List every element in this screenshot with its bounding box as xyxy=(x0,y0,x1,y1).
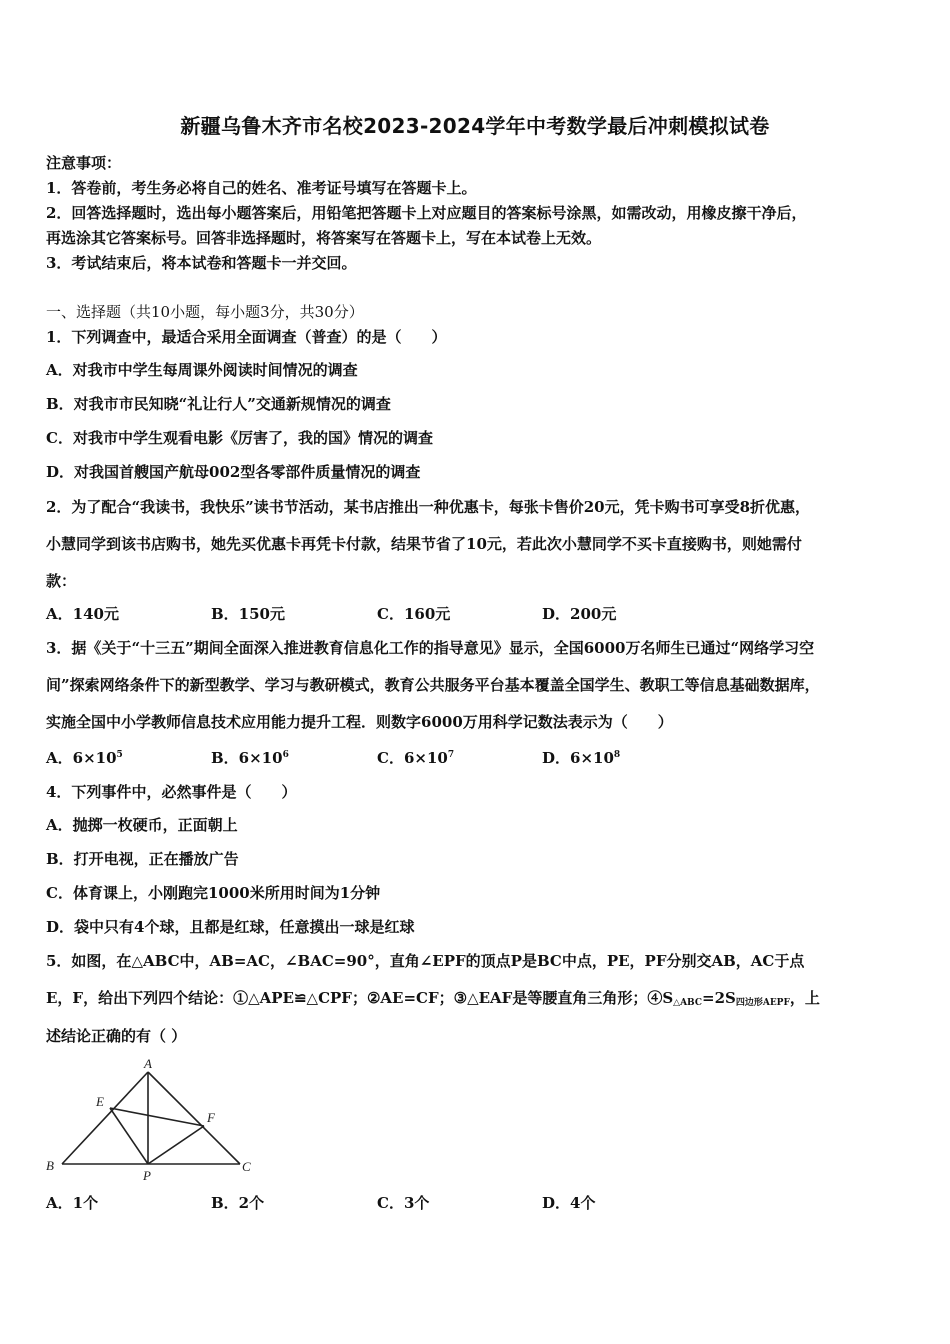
triangle-figure xyxy=(44,1056,258,1182)
notice-item-1: 1．答卷前，考生务必将自己的姓名、准考证号填写在答题卡上。 xyxy=(46,179,477,197)
q3-line-1: 3．据《关于“十三五”期间全面深入推进教育信息化工作的指导意见》显示，全国6000万名师生已通过“网络学习空 xyxy=(46,639,815,657)
q5-option-d: D．4个 xyxy=(542,1194,596,1212)
page-title: 新疆乌鲁木齐市名校2023-2024学年中考数学最后冲刺模拟试卷 xyxy=(180,114,770,138)
label-b: B xyxy=(46,1158,54,1173)
q5-line-2: E，F，给出下列四个结论：①△APE≌△CPF；②AE=CF；③△EAF是等腰直角三角形；$④S_{\triangle ABC}=2S_{四边形AEPF}$，上 xyxy=(46,989,820,1008)
q3-line-2: 间”探索网络条件下的新型教学、学习与教研模式，教育公共服务平台基本覆盖全国学生、教职工等信息基础数据库， xyxy=(46,676,820,694)
q2-option-c: C．160元 xyxy=(377,605,451,623)
segment-ef xyxy=(110,1108,204,1126)
segment-fp xyxy=(148,1126,204,1164)
notice-heading: 注意事项： xyxy=(46,154,122,172)
q4-option-c: C．体育课上，小刚跑完1000米所用时间为1分钟 xyxy=(46,884,381,902)
q5-option-b: B．2个 xyxy=(211,1194,265,1212)
q5-line-1: 5．如图，在△ABC中，AB=AC，∠BAC=90°，直角∠EPF的顶点P是BC中点，PE，PF分别交AB，AC于点 xyxy=(46,952,805,970)
q2-line-1: 2．为了配合“我读书，我快乐”读书节活动，某书店推出一种优惠卡，每张卡售价20元，凭卡购书可享受8折优惠， xyxy=(46,498,811,516)
q5-option-c: C．3个 xyxy=(377,1194,430,1212)
section-heading: 一、选择题（共10小题，每小题3分，共30分） xyxy=(46,303,364,321)
segment-ab xyxy=(62,1072,148,1164)
notice-item-2: 2．回答选择题时，选出每小题答案后，用铅笔把答题卡上对应题目的答案标号涂黑，如需改动，用橡皮擦干净后， xyxy=(46,204,807,222)
q4-stem: 4．下列事件中，必然事件是（ ） xyxy=(46,783,297,801)
label-p: P xyxy=(143,1168,151,1182)
q3-line-3: 实施全国中小学教师信息技术应用能力提升工程．则数字6000万用科学记数法表示为（ ） xyxy=(46,713,673,731)
q1-option-a: A．对我市中学生每周课外阅读时间情况的调查 xyxy=(46,361,358,379)
q3-option-b: B．$6\times 10^6$ xyxy=(211,749,289,767)
label-f: F xyxy=(207,1110,215,1125)
q4-option-a: A．抛掷一枚硬币，正面朝上 xyxy=(46,816,238,834)
q1-stem: 1．下列调查中，最适合采用全面调查（普查）的是（ ） xyxy=(46,328,447,346)
label-c: C xyxy=(242,1159,251,1174)
q2-line-2: 小慧同学到该书店购书，她先买优惠卡再凭卡付款，结果节省了10元，若此次小慧同学不买卡直接购书，则她需付 xyxy=(46,535,802,553)
q1-option-d: D．对我国首艘国产航母002型各零部件质量情况的调查 xyxy=(46,463,421,481)
q2-option-a: A．140元 xyxy=(46,605,119,623)
q4-option-b: B．打开电视，正在播放广告 xyxy=(46,850,239,868)
q2-option-d: D．200元 xyxy=(542,605,617,623)
q1-option-b: B．对我市市民知晓“礼让行人”交通新规情况的调查 xyxy=(46,395,391,413)
triangle-diagram xyxy=(44,1056,258,1182)
notice-item-2-cont: 再选涂其它答案标号。回答非选择题时，将答案写在答题卡上，写在本试卷上无效。 xyxy=(46,229,602,247)
label-e: E xyxy=(96,1094,104,1109)
q5-option-a: A．1个 xyxy=(46,1194,99,1212)
segment-ep xyxy=(110,1108,148,1164)
q1-option-c: C．对我市中学生观看电影《厉害了，我的国》情况的调查 xyxy=(46,429,433,447)
label-a: A xyxy=(144,1056,152,1071)
q5-line-3: 述结论正确的有（ ） xyxy=(46,1027,187,1045)
notice-item-3: 3．考试结束后，将本试卷和答题卡一并交回。 xyxy=(46,254,357,272)
q4-option-d: D．袋中只有4个球，且都是红球，任意摸出一球是红球 xyxy=(46,918,415,936)
q2-line-3: 款： xyxy=(46,572,77,590)
q3-option-a: A．$6\times 10^5$ xyxy=(46,749,123,767)
q3-option-d: D．$6\times 10^8$ xyxy=(542,749,621,767)
q2-option-b: B．150元 xyxy=(211,605,285,623)
q3-option-c: C．$6\times 10^7$ xyxy=(377,749,455,767)
